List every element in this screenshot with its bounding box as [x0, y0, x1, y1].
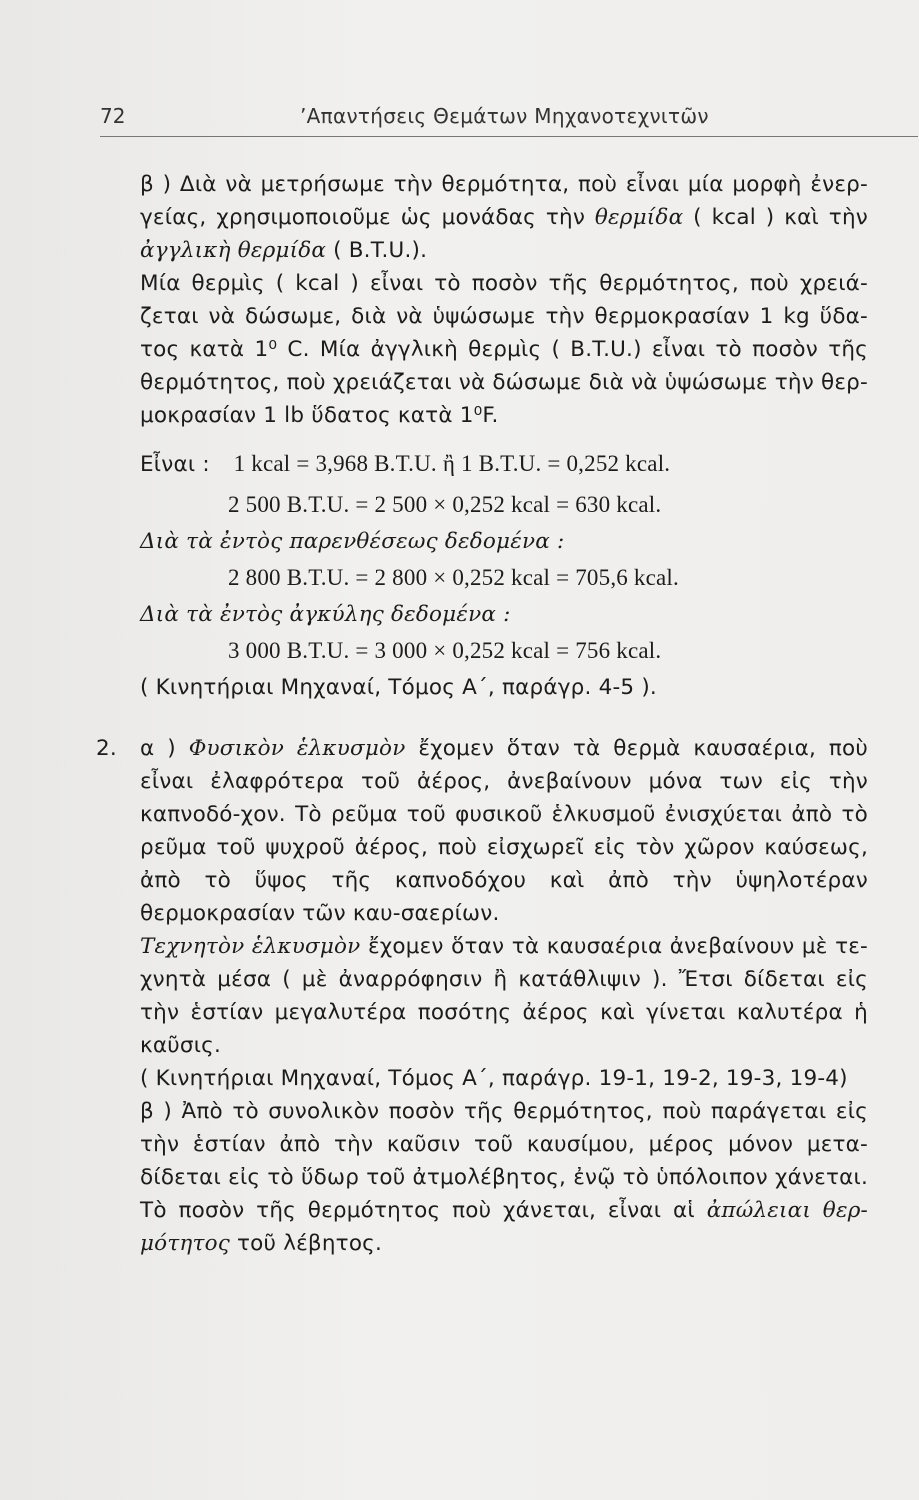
italic-term: ἀγγλικὴ θερμίδα — [140, 238, 327, 263]
page-body — [96, 168, 868, 1260]
text-run: ἔχομεν ὅταν τὰ καυσαέρια ἀνεβαίνουν μὲ τε-χνητὰ μέσα ( μὲ ἀναρρόφησιν ἢ κατάθλιψιν ). Ἔτσι δίδεται εἰς τὴν ἑστίαν μεγαλυτέρα ποσότης ἀέρος καὶ γίνεται καλυτέρα ἡ καῦσις. — [140, 934, 868, 1058]
question-2 — [96, 732, 868, 1260]
equation-2500: 2 500 B.T.U. = 2 500 × 0,252 kcal = 630 kcal. — [228, 492, 662, 517]
text-run: β ) Ἀπὸ τὸ συνολικὸν ποσὸν τῆς θερμότητος, ποὺ παράγεται εἰς τὴν ἑστίαν ἀπὸ τὴν καῦσιν τοῦ καυσίμου, μέρος μόνον μετα-δίδεται εἰς τὸ ὕδωρ τοῦ ἀτμολέβητος, ἐνῷ τὸ ὑπόλοιπον χάνεται. Τὸ ποσὸν τῆς θερμότητος ποὺ χάνεται, εἶναι αἱ — [140, 1099, 868, 1223]
paragraph-natural-draft — [140, 732, 868, 930]
paragraph-units-intro — [140, 168, 868, 267]
text-run: ( kcal ) καὶ τὴν — [683, 205, 868, 230]
italic-term: Τεχνητὸν ἑλκυσμὸν — [140, 934, 361, 959]
running-title: ’Απαντήσεις Θεμάτων Μηχανοτεχνιτῶν — [300, 104, 709, 128]
reference-1: ( Κινητήριαι Μηχαναί, Τόμος Α΄, παράγρ. 4-5 ). — [140, 675, 657, 700]
question-number: 2. — [96, 736, 117, 761]
equation-2800: 2 800 B.T.U. = 2 800 × 0,252 kcal = 705,6 kcal. — [228, 565, 679, 590]
text-run: α ) — [140, 736, 189, 761]
equations-block — [140, 444, 868, 525]
page-number: 72 — [100, 104, 126, 128]
equation-label: Εἶναι : — [140, 452, 210, 477]
page-header — [100, 100, 879, 130]
italic-term: Φυσικὸν ἑλκυσμὸν — [188, 736, 406, 761]
subheading-brackets: Διὰ τὰ ἐντὸς ἀγκύλης δεδομένα : — [140, 602, 511, 627]
subheading-parentheses: Διὰ τὰ ἐντὸς παρενθέσεως δεδομένα : — [140, 529, 565, 554]
text-run: β ) Διὰ νὰ μετρήσωμε τὴν θερμότητα, ποὺ εἶναι μία μορφὴ ἐνερ-γείας, χρησιμοποιοῦμε ὡς μονάδας τὴν — [140, 172, 868, 230]
equation-3000: 3 000 B.T.U. = 3 000 × 0,252 kcal = 756 kcal. — [228, 638, 662, 663]
paragraph-artificial-draft — [140, 930, 868, 1062]
italic-term: θερμίδα — [594, 205, 684, 230]
text-run: ( B.T.U.). — [326, 238, 428, 263]
paragraph-heat-losses — [140, 1095, 868, 1260]
reference-2: ( Κινητήριαι Μηχαναί, Τόμος Α΄, παράγρ. 19-1, 19-2, 19-3, 19-4) — [140, 1066, 848, 1091]
text-run: τοῦ λέβητος. — [229, 1231, 383, 1256]
paragraph-definitions: Μία θερμὶς ( kcal ) εἶναι τὸ ποσὸν τῆς θερμότητος, ποὺ χρειά-ζεται νὰ δώσωμε, διὰ νὰ ὑψώσωμε τὴν θερμοκρασίαν 1 kg ὕδα-τος κατὰ 1⁰ C. Μία ἀγγλικὴ θερμὶς ( B.T.U.) εἶναι τὸ ποσὸν τῆς θερμότητος, ποὺ χρειάζεται νὰ δώσωμε διὰ νὰ ὑψώσωμε τὴν θερ-μοκρασίαν 1 lb ὕδατος κατὰ 1⁰F. — [140, 271, 868, 428]
italic-term: ἀπώλειαι θερ-μότητος — [140, 1198, 868, 1256]
header-rule — [100, 136, 918, 137]
equation-text: 1 kcal = 3,968 B.T.U. ἢ 1 B.T.U. = 0,252 kcal. — [233, 451, 671, 476]
equation-conversion — [140, 444, 868, 485]
text-run: ἔχομεν ὅταν τὰ θερμὰ καυσαέρια, ποὺ εἶναι ἐλαφρότερα τοῦ ἀέρος, ἀνεβαίνουν μόνα των εἰς τὴν καπνοδό-χον. Τὸ ρεῦμα τοῦ φυσικοῦ ἑλκυσμοῦ ἐνισχύεται ἀπὸ τὸ ρεῦμα τοῦ ψυχροῦ ἀέρος, ποὺ εἰσχωρεῖ εἰς τὸν χῶρον καύσεως, ἀπὸ τὸ ὕψος τῆς καπνοδόχου καὶ ἀπὸ τὴν ὑψηλοτέραν θερμοκρασίαν τῶν καυ-σαερίων. — [140, 736, 868, 926]
